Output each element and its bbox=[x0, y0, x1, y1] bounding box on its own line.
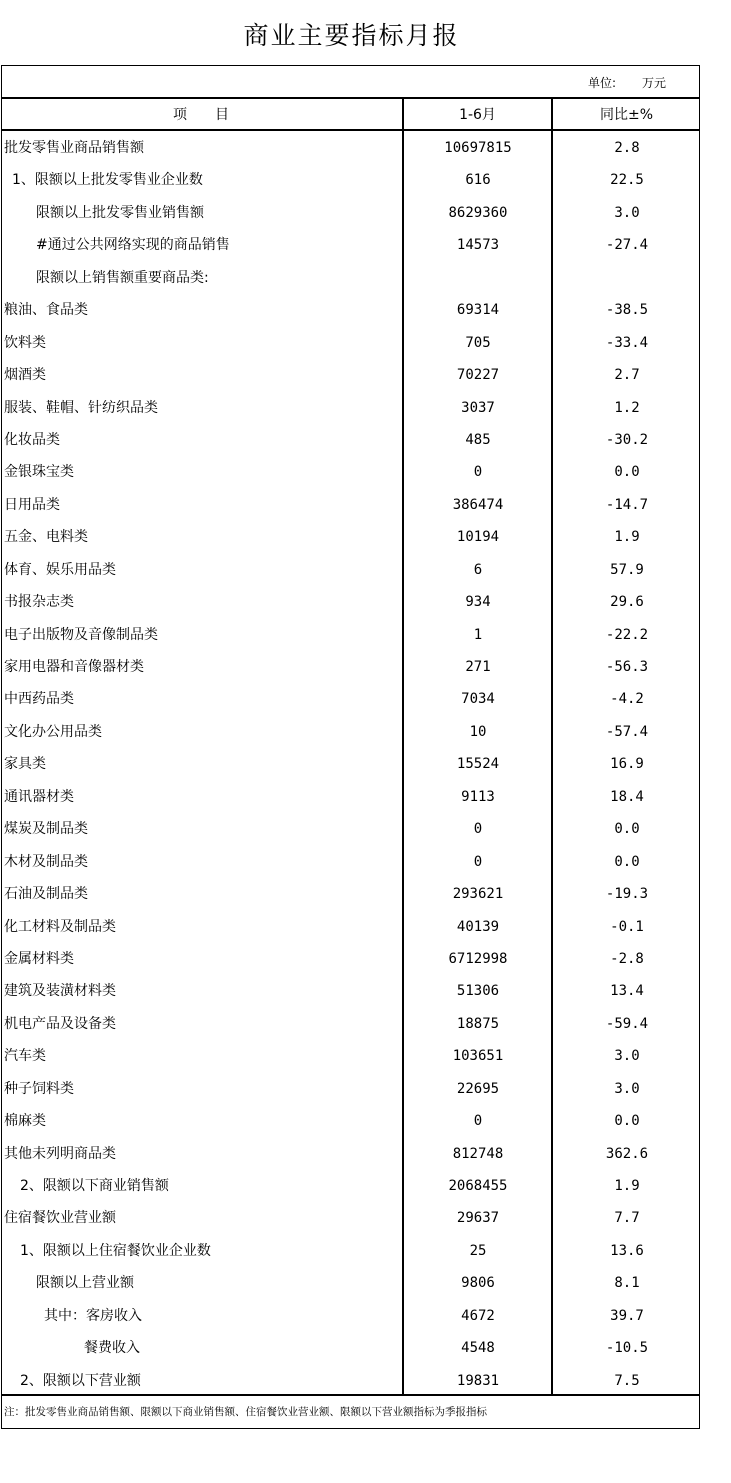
row-label: 金银珠宝类 bbox=[4, 464, 74, 481]
row-period-value: 485 bbox=[465, 431, 491, 448]
table-row bbox=[0, 846, 700, 878]
table-row bbox=[0, 197, 700, 229]
row-label: 通讯器材类 bbox=[4, 788, 74, 805]
row-label: 煤炭及制品类 bbox=[4, 821, 88, 838]
row-label: 种子饲料类 bbox=[4, 1080, 74, 1097]
row-period-value: 25 bbox=[469, 1242, 487, 1259]
row-label: 化工材料及制品类 bbox=[4, 918, 116, 935]
row-yoy-value: 3.0 bbox=[614, 1080, 640, 1097]
table-row bbox=[0, 619, 700, 651]
table-row bbox=[0, 975, 700, 1007]
table-row bbox=[0, 911, 700, 943]
row-label: 饮料类 bbox=[4, 334, 46, 351]
table-row bbox=[0, 164, 700, 196]
row-yoy-value: 8.1 bbox=[614, 1275, 640, 1292]
row-period-value: 69314 bbox=[456, 302, 500, 319]
table-row bbox=[0, 1008, 700, 1040]
row-label: 机电产品及设备类 bbox=[4, 1015, 116, 1032]
footnote: 注：批发零售业商品销售额、限额以下商业销售额、住宿餐饮业营业额、限额以下营业额指标为季报指标 bbox=[4, 1406, 487, 1418]
row-period-value: 4548 bbox=[461, 1340, 495, 1357]
row-period-value: 40139 bbox=[456, 918, 500, 935]
table-body bbox=[0, 132, 700, 1397]
row-period-value: 10194 bbox=[456, 529, 500, 546]
row-period-value: 812748 bbox=[452, 1145, 504, 1162]
row-yoy-value: -0.1 bbox=[610, 918, 644, 935]
row-label: 粮油、食品类 bbox=[4, 302, 88, 319]
table-row bbox=[0, 1170, 700, 1202]
table-row bbox=[0, 1073, 700, 1105]
table-row bbox=[0, 586, 700, 618]
row-period-value: 14573 bbox=[456, 237, 500, 254]
row-yoy-value: 22.5 bbox=[610, 172, 644, 189]
row-label: 汽车类 bbox=[4, 1048, 46, 1065]
row-period-value: 103651 bbox=[452, 1048, 504, 1065]
row-label: 建筑及装潢材料类 bbox=[4, 983, 116, 1000]
row-label: 化妆品类 bbox=[4, 431, 60, 448]
table-row bbox=[0, 327, 700, 359]
table-row bbox=[0, 1365, 700, 1397]
row-label: 烟酒类 bbox=[4, 367, 46, 384]
row-label: 服装、鞋帽、针纺织品类 bbox=[4, 399, 158, 416]
row-label: 电子出版物及音像制品类 bbox=[4, 626, 158, 643]
table-row bbox=[0, 1235, 700, 1267]
report-title: 商业主要指标月报 bbox=[243, 21, 460, 50]
row-label: 其中：客房收入 bbox=[44, 1307, 142, 1324]
row-yoy-value: 13.4 bbox=[610, 983, 644, 1000]
row-yoy-value: 0.0 bbox=[614, 821, 640, 838]
table-row bbox=[0, 456, 700, 488]
row-yoy-value: -30.2 bbox=[605, 431, 649, 448]
row-yoy-value: 362.6 bbox=[605, 1145, 649, 1162]
table-row bbox=[0, 1332, 700, 1364]
row-yoy-value: 0.0 bbox=[614, 464, 640, 481]
row-yoy-value: -38.5 bbox=[605, 302, 649, 319]
row-label: 限额以上销售额重要商品类: bbox=[36, 269, 209, 286]
table-row bbox=[0, 521, 700, 553]
table-row bbox=[0, 424, 700, 456]
header-yoy: 同比±% bbox=[599, 107, 654, 123]
row-period-value: 9806 bbox=[461, 1275, 495, 1292]
table-row bbox=[0, 554, 700, 586]
row-period-value: 616 bbox=[465, 172, 491, 189]
row-yoy-value: 13.6 bbox=[610, 1242, 644, 1259]
unit-caption: 单位: bbox=[588, 76, 617, 90]
table-row bbox=[0, 1202, 700, 1234]
row-period-value: 3037 bbox=[461, 399, 495, 416]
row-period-value: 70227 bbox=[456, 367, 500, 384]
unit-value: 万元 bbox=[642, 76, 667, 90]
table-row bbox=[0, 359, 700, 391]
row-period-value: 6712998 bbox=[448, 950, 508, 967]
row-yoy-value: -33.4 bbox=[605, 334, 649, 351]
row-yoy-value: 0.0 bbox=[614, 853, 640, 870]
row-label: 金属材料类 bbox=[4, 950, 74, 967]
row-label: 1、限额以上住宿餐饮业企业数 bbox=[20, 1242, 211, 1259]
table-row bbox=[0, 132, 700, 164]
row-period-value: 0 bbox=[473, 853, 483, 870]
row-period-value: 386474 bbox=[452, 496, 504, 513]
row-label: 文化办公用品类 bbox=[4, 723, 102, 740]
row-yoy-value: 1.2 bbox=[614, 399, 640, 416]
row-yoy-value: -57.4 bbox=[605, 723, 649, 740]
row-yoy-value: -14.7 bbox=[605, 496, 649, 513]
row-label: 书报杂志类 bbox=[4, 594, 74, 611]
row-label: 住宿餐饮业营业额 bbox=[4, 1210, 116, 1227]
row-yoy-value: 18.4 bbox=[610, 788, 644, 805]
row-period-value: 0 bbox=[473, 821, 483, 838]
table-row bbox=[0, 1138, 700, 1170]
row-period-value: 6 bbox=[473, 561, 483, 578]
table-row bbox=[0, 651, 700, 683]
header-item: 项 目 bbox=[173, 107, 229, 123]
row-label: 2、限额以下营业额 bbox=[20, 1372, 141, 1389]
row-yoy-value: -2.8 bbox=[610, 950, 644, 967]
table-row bbox=[0, 716, 700, 748]
table-row bbox=[0, 1040, 700, 1072]
row-period-value: 51306 bbox=[456, 983, 500, 1000]
row-label: 限额以上营业额 bbox=[36, 1275, 134, 1292]
row-yoy-value: 3.0 bbox=[614, 204, 640, 221]
row-yoy-value: 2.7 bbox=[614, 367, 640, 384]
row-label: 日用品类 bbox=[4, 496, 60, 513]
row-period-value: 293621 bbox=[452, 886, 504, 903]
row-period-value: 8629360 bbox=[448, 204, 508, 221]
row-label: 2、限额以下商业销售额 bbox=[20, 1178, 169, 1194]
row-yoy-value: -27.4 bbox=[605, 237, 649, 254]
table-row bbox=[0, 748, 700, 780]
row-yoy-value: 0.0 bbox=[614, 1113, 640, 1130]
row-label: 批发零售业商品销售额 bbox=[4, 140, 144, 156]
row-label: 体育、娱乐用品类 bbox=[4, 561, 116, 578]
row-label: 家用电器和音像器材类 bbox=[4, 659, 144, 675]
row-yoy-value: 1.9 bbox=[614, 529, 640, 546]
table-row bbox=[0, 781, 700, 813]
row-label: 其他未列明商品类 bbox=[4, 1145, 116, 1162]
table-row bbox=[0, 229, 700, 261]
row-period-value: 10697815 bbox=[444, 140, 512, 156]
row-yoy-value: 16.9 bbox=[610, 756, 644, 773]
table-row bbox=[0, 683, 700, 715]
row-period-value: 4672 bbox=[461, 1307, 495, 1324]
row-period-value: 18875 bbox=[456, 1015, 500, 1032]
row-period-value: 0 bbox=[473, 464, 483, 481]
row-yoy-value: 1.9 bbox=[614, 1178, 640, 1194]
row-period-value: 271 bbox=[465, 659, 491, 675]
row-label: 石油及制品类 bbox=[4, 886, 88, 903]
row-period-value: 705 bbox=[465, 334, 491, 351]
table-row bbox=[0, 262, 700, 294]
row-yoy-value: 7.7 bbox=[614, 1210, 640, 1227]
table-row bbox=[0, 1300, 700, 1332]
row-period-value: 19831 bbox=[456, 1372, 500, 1389]
row-label: 餐费收入 bbox=[84, 1340, 140, 1357]
row-yoy-value: -10.5 bbox=[605, 1340, 649, 1357]
row-yoy-value: 2.8 bbox=[614, 140, 640, 156]
row-yoy-value: -59.4 bbox=[605, 1015, 649, 1032]
row-yoy-value: -56.3 bbox=[605, 659, 649, 675]
header-period: 1-6月 bbox=[459, 107, 496, 123]
row-period-value: 2068455 bbox=[448, 1178, 508, 1194]
row-yoy-value: -22.2 bbox=[605, 626, 649, 643]
table-row bbox=[0, 813, 700, 845]
row-period-value: 7034 bbox=[461, 691, 495, 708]
row-label: 中西药品类 bbox=[4, 691, 74, 708]
row-label: 限额以上批发零售业销售额 bbox=[36, 204, 204, 221]
row-yoy-value: -4.2 bbox=[610, 691, 644, 708]
row-label: 棉麻类 bbox=[4, 1113, 46, 1130]
unit-label bbox=[588, 74, 666, 91]
row-label: 五金、电料类 bbox=[4, 529, 88, 546]
row-yoy-value: 7.5 bbox=[614, 1372, 640, 1389]
table-row bbox=[0, 878, 700, 910]
row-period-value: 22695 bbox=[456, 1080, 500, 1097]
row-period-value: 9113 bbox=[461, 788, 495, 805]
table-row bbox=[0, 489, 700, 521]
row-period-value: 1 bbox=[473, 626, 483, 643]
row-label: 1、限额以上批发零售业企业数 bbox=[12, 172, 203, 189]
table-row bbox=[0, 392, 700, 424]
row-period-value: 0 bbox=[473, 1113, 483, 1130]
row-period-value: 10 bbox=[469, 723, 487, 740]
row-period-value: 29637 bbox=[456, 1210, 500, 1227]
row-period-value: 15524 bbox=[456, 756, 500, 773]
row-yoy-value: 3.0 bbox=[614, 1048, 640, 1065]
row-yoy-value: -19.3 bbox=[605, 886, 649, 903]
row-yoy-value: 57.9 bbox=[610, 561, 644, 578]
table-row bbox=[0, 1105, 700, 1137]
row-label: 木材及制品类 bbox=[4, 853, 88, 870]
row-yoy-value: 29.6 bbox=[610, 594, 644, 611]
table-row bbox=[0, 294, 700, 326]
row-period-value: 934 bbox=[465, 594, 491, 611]
table-row bbox=[0, 1267, 700, 1299]
table-row bbox=[0, 943, 700, 975]
row-label: #通过公共网络实现的商品销售 bbox=[36, 237, 230, 254]
row-yoy-value: 39.7 bbox=[610, 1307, 644, 1324]
row-label: 家具类 bbox=[4, 756, 46, 773]
